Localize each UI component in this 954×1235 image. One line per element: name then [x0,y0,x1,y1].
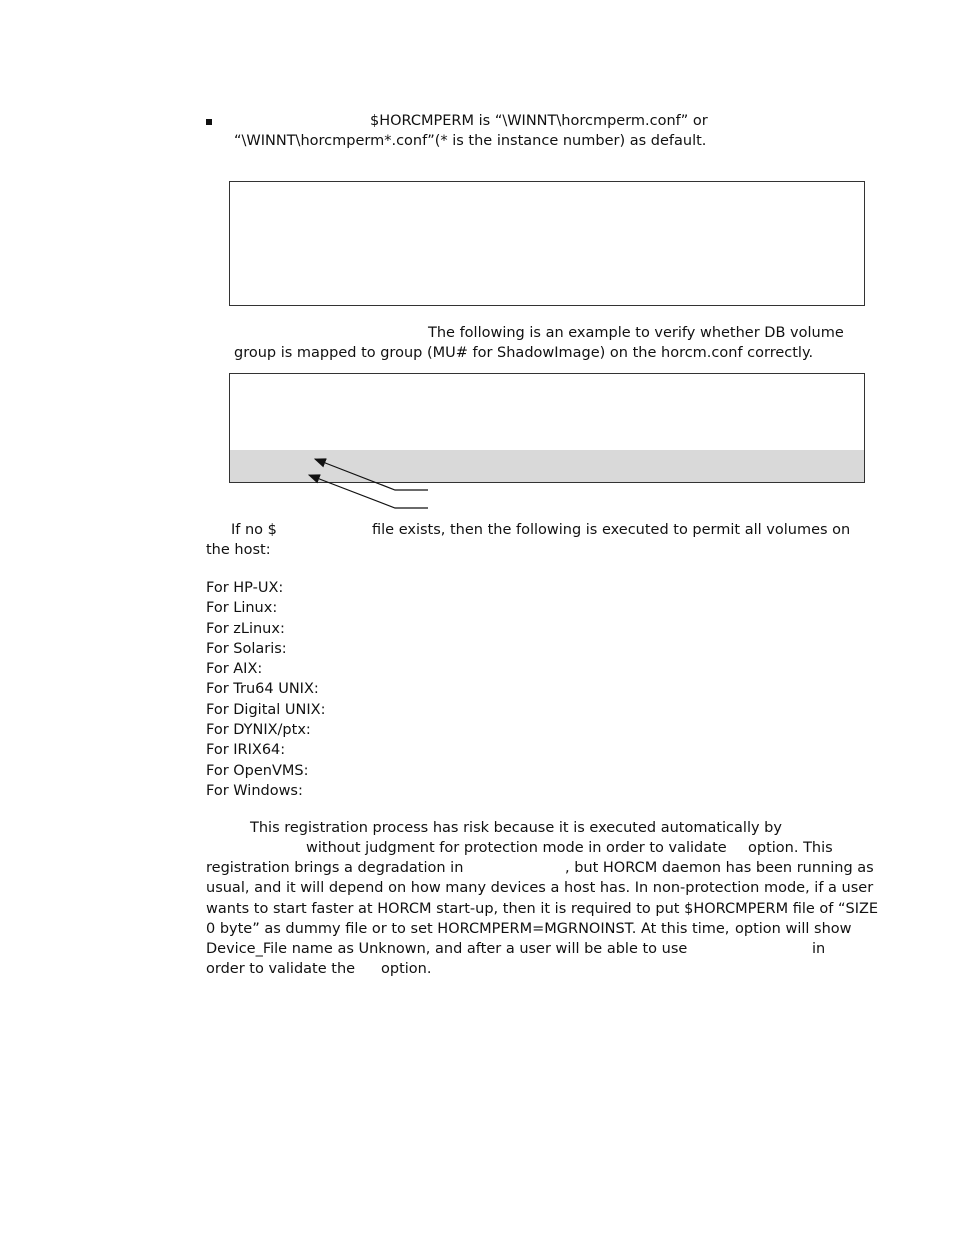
os-item-openvms: For OpenVMS: [206,762,309,779]
verify-intro-line2: group is mapped to group (MU# for ShadowImage) on the horcm.conf correctly. [234,345,814,361]
os-item-windows: For Windows: [206,782,303,799]
no-file-line1-start: If no $ [231,522,277,538]
os-item-solaris: For Solaris: [206,640,287,657]
registration-line8-end: option. [381,961,432,977]
no-file-line1-end: file exists, then the following is executed to permit all volumes on [372,522,851,538]
registration-line6-start: 0 byte” as dummy file or to set HORCMPERM=MGRNOINST. At this time, [206,921,730,937]
os-list [206,578,325,801]
os-item-tru64: For Tru64 UNIX: [206,681,319,698]
os-item-digital-unix: For Digital UNIX: [206,701,326,718]
registration-line7-end: in [812,941,826,957]
no-file-line2: the host: [206,542,271,558]
verify-intro-line1: The following is an example to verify whether DB volume [428,325,844,341]
registration-line3-start: registration brings a degradation in [206,860,464,876]
registration-line8-start: order to validate the [206,961,356,977]
registration-line2-start: without judgment for protection mode in order to validate [306,840,727,856]
bullet-note-line1: $HORCMPERM is “\WINNT\horcmperm.conf” or [370,113,708,129]
os-item-zlinux: For zLinux: [206,620,285,637]
registration-line7-start: Device_File name as Unknown, and after a user will be able to use [206,941,688,957]
registration-line4: usual, and it will depend on how many devices a host has. In non-protection mode, if a user [206,880,874,896]
os-item-hpux: For HP-UX: [206,580,284,596]
registration-line6-end: option will show [735,921,852,937]
os-item-linux: For Linux: [206,600,278,617]
os-item-aix: For AIX: [206,661,263,678]
registration-line5: wants to start faster at HORCM start-up, then it is required to put $HORCMPERM file of “SIZE [206,901,879,917]
bullet-note-line2: “\WINNT\horcmperm*.conf”(* is the instance number) as default. [234,133,707,149]
callout-arrow-1 [315,459,428,490]
registration-line1: This registration process has risk because it is executed automatically by [250,820,782,836]
registration-line2-end: option. This [748,840,833,856]
os-item-dynix: For DYNIX/ptx: [206,722,311,739]
os-item-irix64: For IRIX64: [206,742,286,759]
registration-line3-end: , but HORCM daemon has been running as [565,860,874,876]
